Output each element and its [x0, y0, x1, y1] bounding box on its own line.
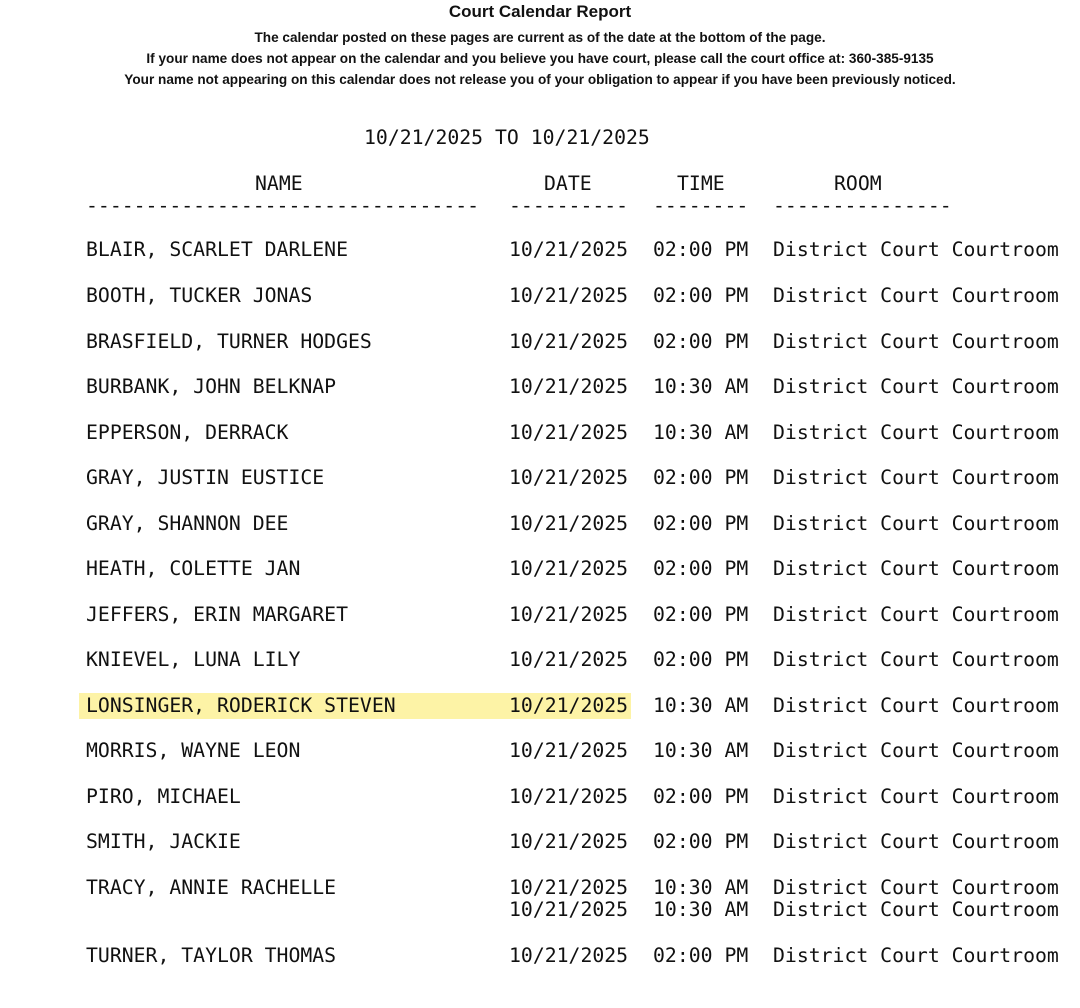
- column-rule-room: ---------------: [773, 194, 952, 217]
- notice-line-1: The calendar posted on these pages are current as of the date at the bottom of the page.: [254, 30, 826, 45]
- row-room: District Court Courtroom: [773, 466, 1059, 489]
- notice-line-3: Your name not appearing on this calendar does not release you of your obligation to appear if you have been previously noticed.: [124, 72, 956, 87]
- row-date: 10/21/2025: [509, 557, 629, 580]
- row-name: BRASFIELD, TURNER HODGES: [86, 330, 372, 353]
- row-name: SMITH, JACKIE: [86, 830, 241, 853]
- row-name: GRAY, SHANNON DEE: [86, 512, 289, 535]
- row-time: 10:30 AM: [653, 421, 749, 444]
- row-date: 10/21/2025: [509, 330, 629, 353]
- row-date: 10/21/2025: [509, 421, 629, 444]
- column-header-name: NAME: [255, 172, 303, 195]
- row-date: 10/21/2025: [509, 898, 629, 921]
- column-rule-date: ----------: [509, 194, 629, 217]
- row-name: BOOTH, TUCKER JONAS: [86, 284, 313, 307]
- row-room: District Court Courtroom: [773, 238, 1059, 261]
- row-date: 10/21/2025: [509, 375, 629, 398]
- row-date: 10/21/2025: [509, 466, 629, 489]
- row-time: 10:30 AM: [653, 375, 749, 398]
- row-time: 10:30 AM: [653, 694, 749, 717]
- row-room: District Court Courtroom: [773, 739, 1059, 762]
- row-room: District Court Courtroom: [773, 603, 1059, 626]
- row-room: District Court Courtroom: [773, 830, 1059, 853]
- row-time: 02:00 PM: [653, 944, 749, 967]
- row-room: District Court Courtroom: [773, 375, 1059, 398]
- row-time: 02:00 PM: [653, 512, 749, 535]
- row-room: District Court Courtroom: [773, 785, 1059, 808]
- row-date: 10/21/2025: [509, 648, 629, 671]
- row-date: 10/21/2025: [509, 284, 629, 307]
- row-room: District Court Courtroom: [773, 694, 1059, 717]
- row-date: 10/21/2025: [509, 603, 629, 626]
- column-header-room: ROOM: [834, 172, 882, 195]
- row-time: 02:00 PM: [653, 466, 749, 489]
- row-time: 02:00 PM: [653, 648, 749, 671]
- row-room: District Court Courtroom: [773, 421, 1059, 444]
- row-time: 02:00 PM: [653, 830, 749, 853]
- row-time: 10:30 AM: [653, 898, 749, 921]
- row-date: 10/21/2025: [509, 512, 629, 535]
- row-name: LONSINGER, RODERICK STEVEN: [86, 694, 396, 717]
- row-room: District Court Courtroom: [773, 648, 1059, 671]
- row-date: 10/21/2025: [509, 739, 629, 762]
- row-time: 02:00 PM: [653, 238, 749, 261]
- row-time: 02:00 PM: [653, 785, 749, 808]
- row-room: District Court Courtroom: [773, 512, 1059, 535]
- row-name: PIRO, MICHAEL: [86, 785, 241, 808]
- row-date: 10/21/2025: [509, 876, 629, 899]
- row-room: District Court Courtroom: [773, 557, 1059, 580]
- row-name: GRAY, JUSTIN EUSTICE: [86, 466, 325, 489]
- row-date: 10/21/2025: [509, 830, 629, 853]
- row-name: HEATH, COLETTE JAN: [86, 557, 301, 580]
- row-date: 10/21/2025: [509, 694, 629, 717]
- report-title: Court Calendar Report: [448, 2, 632, 21]
- row-room: District Court Courtroom: [773, 898, 1059, 921]
- row-time: 02:00 PM: [653, 284, 749, 307]
- row-name: KNIEVEL, LUNA LILY: [86, 648, 301, 671]
- row-room: District Court Courtroom: [773, 330, 1059, 353]
- notice-line-2: If your name does not appear on the calendar and you believe you have court, please call the court office at: 360-385-9135: [146, 51, 934, 66]
- row-time: 02:00 PM: [653, 557, 749, 580]
- row-name: MORRIS, WAYNE LEON: [86, 739, 301, 762]
- row-time: 02:00 PM: [653, 330, 749, 353]
- row-time: 10:30 AM: [653, 739, 749, 762]
- row-room: District Court Courtroom: [773, 944, 1059, 967]
- column-rule-name: ---------------------------------: [86, 194, 480, 217]
- row-date: 10/21/2025: [509, 944, 629, 967]
- row-name: BLAIR, SCARLET DARLENE: [86, 238, 349, 261]
- row-name: JEFFERS, ERIN MARGARET: [86, 603, 349, 626]
- row-date: 10/21/2025: [509, 238, 629, 261]
- column-header-date: DATE: [544, 172, 592, 195]
- row-name: BURBANK, JOHN BELKNAP: [86, 375, 337, 398]
- date-range: 10/21/2025 TO 10/21/2025: [364, 126, 650, 149]
- column-header-time: TIME: [677, 172, 725, 195]
- row-time: 10:30 AM: [653, 876, 749, 899]
- row-name: TURNER, TAYLOR THOMAS: [86, 944, 337, 967]
- row-name: TRACY, ANNIE RACHELLE: [86, 876, 337, 899]
- column-rule-time: --------: [653, 194, 749, 217]
- row-room: District Court Courtroom: [773, 876, 1059, 899]
- row-room: District Court Courtroom: [773, 284, 1059, 307]
- row-time: 02:00 PM: [653, 603, 749, 626]
- row-name: EPPERSON, DERRACK: [86, 421, 289, 444]
- row-date: 10/21/2025: [509, 785, 629, 808]
